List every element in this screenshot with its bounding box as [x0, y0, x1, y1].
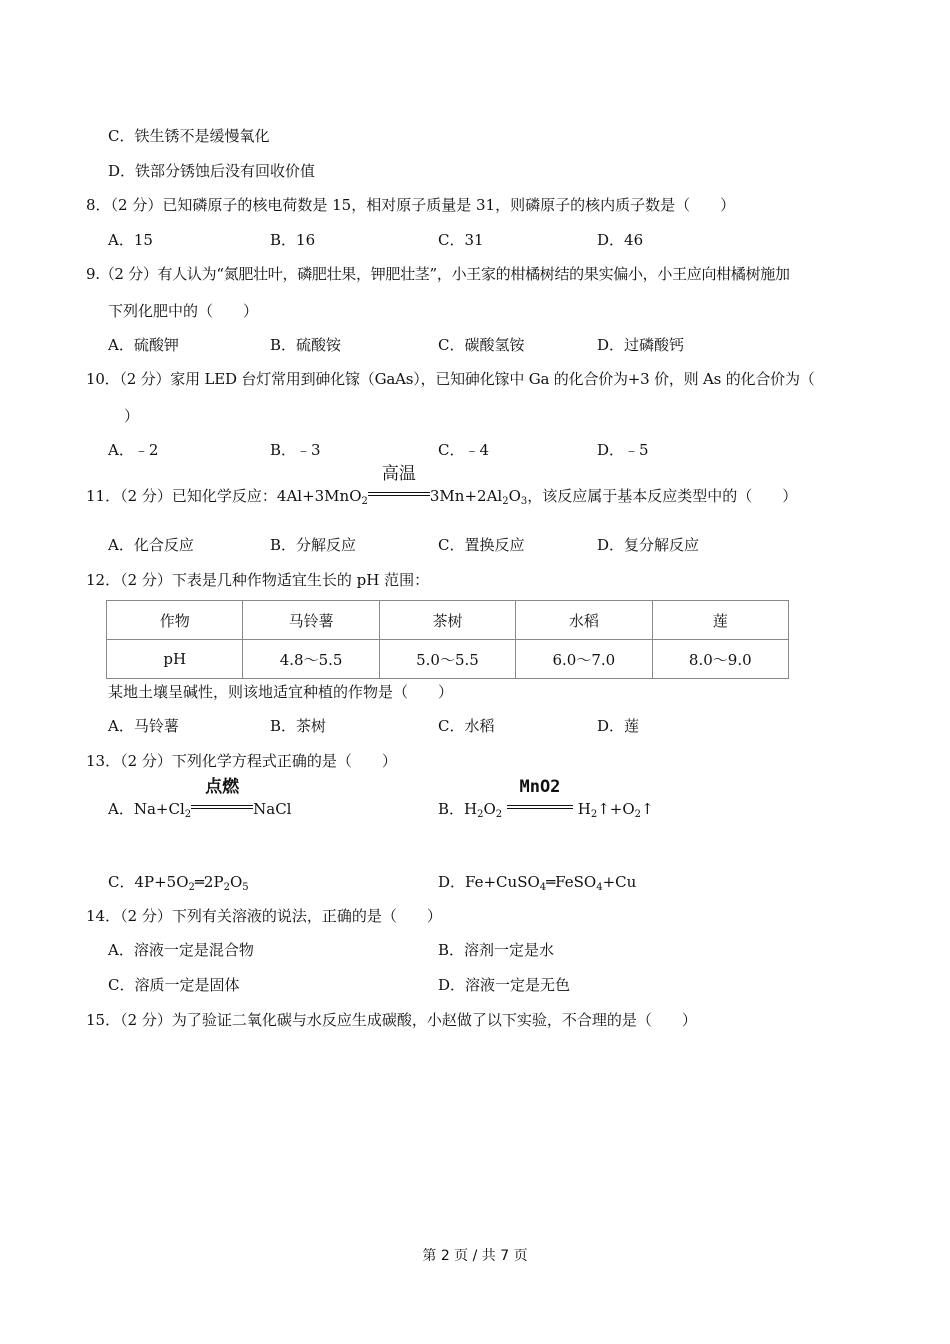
- table-cell: 4.8～5.5: [243, 640, 379, 679]
- page-footer: 第 2 页 / 共 7 页: [422, 1248, 528, 1264]
- q12-option-d: D．莲: [597, 717, 640, 735]
- table-cell: 8.0～9.0: [652, 640, 788, 679]
- q13-option-a: A．$Na+Cl_2$ 点燃 NaCl: [108, 777, 292, 820]
- table-cell: 5.0～5.5: [379, 640, 515, 679]
- q9-option-b: B．硫酸铵: [270, 336, 342, 354]
- q13-b-product: H: [577, 800, 591, 818]
- q10-option-a: A．﹣2: [108, 441, 159, 459]
- q13-option-d: D．Fe+CuSO$_4$═FeSO$_4$+Cu: [438, 873, 637, 893]
- q8-option-d: D．46: [597, 231, 644, 249]
- table-cell: 水稻: [516, 601, 652, 640]
- q11-condition: 高温: [381, 464, 416, 484]
- q9-stem: 9.（2 分）有人认为“氮肥壮叶，磷肥壮果，钾肥壮茎”，小王家的柑橘树结的果实偏小，小王应向柑橘树施加: [86, 265, 790, 283]
- table-cell: 作物: [107, 601, 243, 640]
- q10-stem: 10．（2 分）家用 LED 台灯常用到砷化镓（GaAs），已知砷化镓中 Ga 的化合价为+3 价，则 As 的化合价为（: [86, 370, 815, 388]
- q15-stem: 15．（2 分）为了验证二氧化碳与水反应生成碳酸，小赵做了以下实验，不合理的是（ ）: [86, 1011, 697, 1029]
- q9-stem-cont: 下列化肥中的（ ）: [108, 302, 259, 320]
- table-row: [107, 640, 789, 679]
- q13-a-condition-arrow: [191, 777, 253, 819]
- q12-option-c: C．水稻: [438, 717, 495, 735]
- q13-a-prefix: A．Na+Cl: [108, 800, 185, 818]
- q13-option-b: B．$H_2O_2$ MnO2 $H_2↑+O_2↑$: [438, 777, 654, 820]
- q12-option-a: A．马铃薯: [108, 717, 179, 735]
- q14-option-b: B．溶剂一定是水: [438, 941, 555, 959]
- q11-option-a: A．化合反应: [108, 536, 194, 554]
- q14-stem: 14．（2 分）下列有关溶液的说法，正确的是（ ）: [86, 907, 442, 925]
- q11-condition-arrow: [368, 464, 430, 506]
- q13-b-condition: MnO2: [519, 777, 561, 797]
- q9-option-c: C．碳酸氢铵: [438, 336, 525, 354]
- q13-stem: 13．（2 分）下列化学方程式正确的是（ ）: [86, 752, 397, 770]
- q13-c-prefix: C．4P+5O: [108, 873, 189, 891]
- q13-c-mid: ═2P: [194, 873, 224, 891]
- table-cell: 马铃薯: [243, 601, 379, 640]
- q13-b-tail: ↑+O: [597, 800, 635, 818]
- q14-option-c: C．溶质一定是固体: [108, 976, 240, 994]
- q13-a-condition: 点燃: [205, 777, 240, 797]
- q14-option-a: A．溶液一定是混合物: [108, 941, 254, 959]
- q13-option-c: C．$4P+5O_2═2P_2O_5$: [108, 873, 249, 893]
- q11-option-d: D．复分解反应: [597, 536, 700, 554]
- q13-b-condition-arrow: [507, 777, 573, 819]
- q8-option-b: B．16: [270, 231, 316, 249]
- q8-stem: 8．（2 分）已知磷原子的核电荷数是 15，相对原子质量是 31，则磷原子的核内质子数是（ ）: [86, 196, 736, 214]
- q13-d-mid: ═FeSO: [546, 873, 597, 891]
- table-cell: pH: [107, 640, 243, 679]
- q13-d-prefix: D．Fe+CuSO: [438, 873, 540, 891]
- q11-option-b: B．分解反应: [270, 536, 357, 554]
- q12-stem: 12．（2 分）下表是几种作物适宜生长的 pH 范围：: [86, 571, 430, 589]
- q8-option-a: A．15: [108, 231, 153, 249]
- table-row: [107, 601, 789, 640]
- table-cell: 莲: [652, 601, 788, 640]
- q7-option-d: D．铁部分锈蚀后没有回收价值: [108, 162, 316, 180]
- q7-option-c: C．铁生锈不是缓慢氧化: [108, 127, 270, 145]
- q10-option-b: B．﹣3: [270, 441, 321, 459]
- q13-b-prefix: B．H: [438, 800, 478, 818]
- q10-option-d: D．﹣5: [597, 441, 649, 459]
- q11-stem: 11．（2 分）已知化学反应：4Al+3MnO$_2$ 高温 $3Mn+2Al_2O_3$，该反应属于基本反应类型中的（ ）: [86, 464, 798, 507]
- q10-stem-cont: ）: [124, 407, 140, 425]
- table-cell: 6.0～7.0: [516, 640, 652, 679]
- q12-option-b: B．茶树: [270, 717, 327, 735]
- table-cell: 茶树: [379, 601, 515, 640]
- q11-prefix: 11．（2 分）已知化学反应：4Al+3MnO: [86, 487, 362, 505]
- q11-product: 3Mn+2Al: [429, 487, 503, 505]
- q14-option-d: D．溶液一定是无色: [438, 976, 571, 994]
- q8-option-c: C．31: [438, 231, 484, 249]
- q12-stem-cont: 某地土壤呈碱性，则该地适宜种植的作物是（ ）: [108, 683, 454, 701]
- ph-table: [106, 600, 789, 679]
- q11-suffix: ，该反应属于基本反应类型中的（ ）: [527, 487, 798, 505]
- q10-option-c: C．﹣4: [438, 441, 490, 459]
- q13-a-product: NaCl: [253, 800, 292, 818]
- q9-option-a: A．硫酸钾: [108, 336, 179, 354]
- q11-option-c: C．置换反应: [438, 536, 525, 554]
- q13-d-tail: +Cu: [602, 873, 637, 891]
- q9-option-d: D．过磷酸钙: [597, 336, 685, 354]
